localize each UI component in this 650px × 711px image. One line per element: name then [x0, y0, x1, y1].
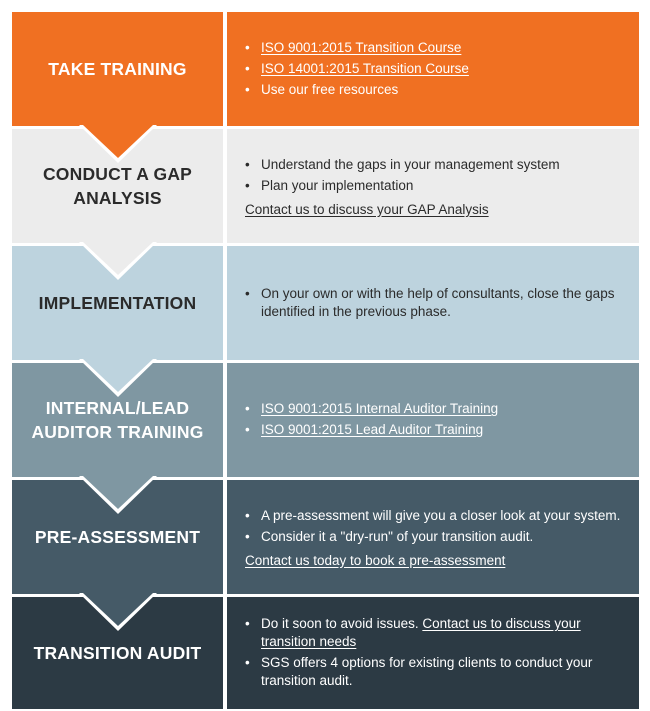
stage-title: TRANSITION AUDIT	[33, 643, 202, 663]
list-item	[245, 60, 631, 78]
arrow-fill	[83, 359, 153, 392]
chevron-down-icon	[79, 476, 157, 516]
list-item	[245, 507, 631, 525]
bullet-icon: •	[245, 507, 250, 523]
arrow-fill	[83, 242, 153, 275]
stage-details-box	[227, 597, 639, 709]
stage-title: PRE-ASSESSMENT	[34, 527, 201, 547]
bullet-icon: •	[245, 39, 250, 55]
bullet-icon: •	[245, 156, 250, 172]
bullet-icon: •	[245, 616, 250, 631]
arrow-fill	[83, 125, 153, 158]
bullet-icon: •	[245, 528, 250, 544]
chevron-down-icon	[79, 125, 157, 165]
contact-link[interactable]: Contact us to discuss your GAP Analysis	[245, 201, 489, 217]
item-text: Plan your implementation	[261, 177, 414, 193]
stage-bullet-list	[245, 505, 631, 549]
item-text: A pre-assessment will give you a closer look at your system.	[261, 507, 621, 523]
arrow-fill	[83, 476, 153, 509]
list-item	[245, 654, 631, 690]
bullet-icon: •	[245, 81, 250, 97]
chevron-down-icon	[79, 242, 157, 282]
list-item	[245, 285, 631, 321]
stage-title: IMPLEMENTATION	[38, 293, 197, 313]
item-link[interactable]: ISO 14001:2015 Transition Course	[261, 60, 469, 76]
stage-bullet-list	[245, 613, 631, 693]
stage-details-box	[227, 480, 639, 594]
stage-title: TAKE TRAINING	[48, 59, 187, 79]
stage-title: CONDUCT A GAP ANALYSIS	[42, 164, 193, 208]
stage-details-box	[227, 129, 639, 243]
list-item	[245, 81, 631, 99]
item-text: SGS offers 4 options for existing clients to conduct your transition audit.	[261, 655, 593, 688]
item-link[interactable]: Contact us to discuss your transition needs	[261, 616, 581, 649]
item-link[interactable]: ISO 9001:2015 Lead Auditor Training	[261, 422, 484, 437]
stage-row-take-training	[12, 12, 639, 126]
contact-link[interactable]: Contact us today to book a pre-assessment	[245, 552, 506, 568]
item-text: Understand the gaps in your management system	[261, 156, 560, 172]
list-item	[245, 177, 631, 195]
stage-details-box	[227, 363, 639, 477]
chevron-down-icon	[79, 359, 157, 399]
list-item	[245, 615, 631, 651]
list-item	[245, 421, 631, 439]
list-item	[245, 528, 631, 546]
bullet-icon: •	[245, 60, 250, 76]
bullet-icon: •	[245, 177, 250, 193]
stage-label-box	[12, 12, 223, 126]
bullet-icon: •	[245, 401, 250, 416]
stage-bullet-list	[245, 283, 631, 324]
stage-details-box	[227, 12, 639, 126]
stage-title: INTERNAL/LEAD AUDITOR TRAINING	[31, 398, 204, 442]
bullet-icon: •	[245, 655, 250, 670]
arrow-fill	[83, 593, 153, 626]
item-link[interactable]: ISO 9001:2015 Internal Auditor Training	[261, 401, 499, 416]
bullet-icon: •	[245, 422, 250, 437]
stage-bullet-list	[245, 154, 631, 198]
bullet-icon: •	[245, 285, 250, 301]
stage-bullet-list	[245, 37, 631, 102]
item-text: Do it soon to avoid issues.	[261, 616, 423, 631]
list-item	[245, 39, 631, 57]
item-text: On your own or with the help of consultants, close the gaps identified in the previous phase.	[261, 285, 615, 319]
stage-bullet-list	[245, 398, 631, 442]
stage-details-box	[227, 246, 639, 360]
item-text: Consider it a "dry-run" of your transition audit.	[261, 528, 534, 544]
item-text: Use our free resources	[261, 81, 399, 97]
list-item	[245, 400, 631, 418]
list-item	[245, 156, 631, 174]
item-link[interactable]: ISO 9001:2015 Transition Course	[261, 39, 462, 55]
chevron-down-icon	[79, 593, 157, 633]
